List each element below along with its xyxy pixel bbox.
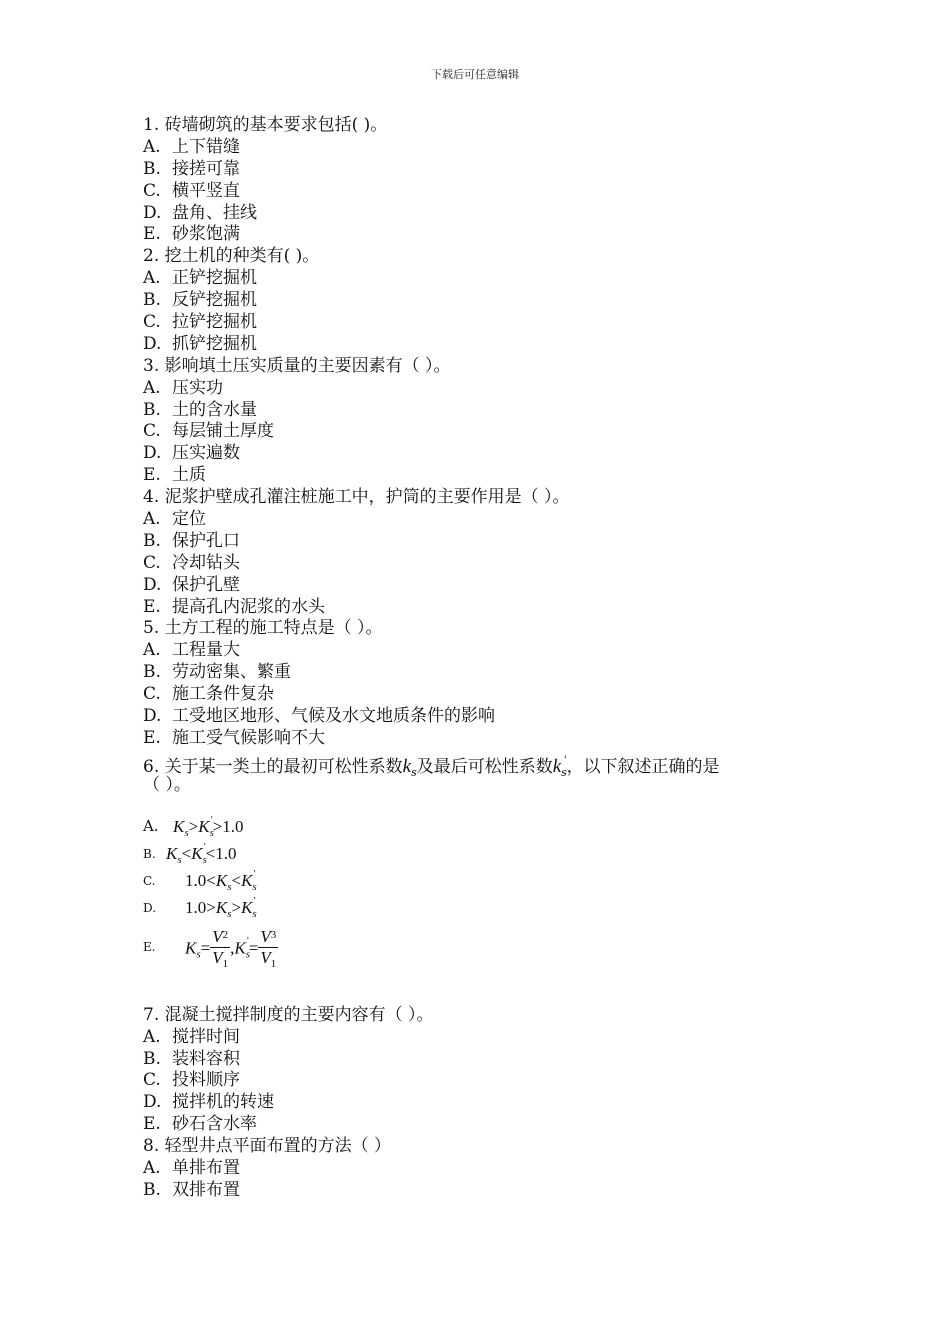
question-stem: 4. 泥浆护壁成孔灌注桩施工中，护筒的主要作用是（ ）。 — [143, 487, 570, 508]
question-stem-cont: （ ）。 — [143, 774, 191, 795]
option-a — [143, 378, 843, 400]
option-label: A. — [143, 816, 159, 835]
option-label: E. — [143, 1114, 161, 1135]
option-text: 砂浆饱满 — [172, 224, 240, 245]
q2-options — [143, 268, 843, 356]
option-label: B. — [143, 662, 161, 683]
option-c — [143, 421, 843, 443]
q6-option-b — [143, 842, 843, 869]
stem-part: 6. 关于某一类土的最初可松性系数 — [143, 756, 403, 777]
symbol-k: k — [552, 755, 562, 777]
option-c — [143, 181, 843, 203]
option-e — [143, 1114, 843, 1136]
option-expression: $K_s=$ $\frac{V^2}{V_1}$ $,K_s'=$ $\frac{V^3}{V_1}$ — [185, 926, 277, 970]
question-5 — [143, 618, 843, 749]
option-b — [143, 1049, 843, 1071]
option-label: A. — [143, 1026, 161, 1047]
option-expression: $K_s>K_s'>1.0$ — [173, 814, 244, 839]
option-text: 装料容积 — [172, 1048, 240, 1069]
option-a — [143, 509, 843, 531]
option-text: 砂石含水率 — [172, 1114, 257, 1135]
stem-part: ，以下叙述正确的是 — [566, 756, 720, 777]
option-a — [143, 137, 843, 159]
option-d — [143, 706, 843, 728]
question-stem: 7. 混凝土搅拌制度的主要内容有（ ）。 — [143, 1004, 434, 1025]
option-label: A. — [143, 640, 161, 661]
option-text: 正铲挖掘机 — [172, 268, 257, 289]
option-label: C. — [143, 684, 161, 705]
option-label: B. — [143, 158, 161, 179]
option-b — [143, 1180, 843, 1202]
question-stem: 1. 砖墙砌筑的基本要求包括( )。 — [143, 115, 388, 135]
option-text: 抓铲挖掘机 — [172, 333, 257, 354]
option-text: 施工受气候影响不大 — [172, 727, 325, 748]
question-8 — [143, 1136, 843, 1202]
option-a — [143, 1158, 843, 1180]
q6-option-a — [143, 815, 843, 842]
option-label: D. — [143, 333, 162, 354]
option-text: 土的含水量 — [172, 399, 257, 420]
option-label: E. — [143, 939, 156, 954]
option-label: E. — [143, 465, 161, 486]
option-b — [143, 531, 843, 553]
q4-options — [143, 509, 843, 618]
option-d — [143, 1092, 843, 1114]
option-text: 冷却钻头 — [172, 552, 240, 573]
q3-options — [143, 378, 843, 487]
prime-mark: ' — [563, 754, 567, 766]
option-label: B. — [143, 290, 161, 311]
option-text: 单排布置 — [172, 1157, 240, 1178]
option-label: B. — [143, 1179, 161, 1200]
option-c — [143, 684, 843, 706]
option-text: 接搓可靠 — [172, 158, 240, 179]
q7-options — [143, 1027, 843, 1136]
option-label: C. — [143, 552, 161, 573]
subscript-s: s — [411, 765, 417, 779]
option-text: 横平竖直 — [172, 180, 240, 201]
option-b — [143, 290, 843, 312]
question-stem: 3. 影响填土压实质量的主要因素有（ ）。 — [143, 355, 451, 376]
option-label: B. — [143, 846, 156, 861]
option-label: B. — [143, 530, 161, 551]
option-text: 压实遍数 — [172, 443, 240, 464]
option-label: C. — [143, 1070, 161, 1091]
option-d — [143, 575, 843, 597]
option-label: D. — [143, 443, 162, 464]
question-3 — [143, 356, 843, 487]
option-label: C. — [143, 873, 156, 888]
option-text: 保护孔口 — [172, 530, 240, 551]
question-7 — [143, 1005, 843, 1136]
option-text: 提高孔内泥浆的水头 — [172, 596, 325, 617]
question-stem: 8. 轻型井点平面布置的方法（ ） — [143, 1136, 392, 1157]
option-label: D. — [143, 706, 162, 727]
option-label: A. — [143, 509, 161, 530]
option-label: D. — [143, 574, 162, 595]
option-a — [143, 1027, 843, 1049]
q1-options — [143, 137, 843, 246]
option-label: A. — [143, 136, 161, 157]
option-text: 投料顺序 — [172, 1070, 240, 1091]
option-label: C. — [143, 312, 161, 333]
option-text: 劳动密集、繁重 — [172, 662, 291, 683]
q5-options — [143, 640, 843, 749]
option-c — [143, 1070, 843, 1092]
option-e — [143, 597, 843, 619]
option-label: D. — [143, 900, 157, 915]
question-1 — [143, 115, 843, 246]
option-c — [143, 312, 843, 334]
option-label: C. — [143, 180, 161, 201]
question-stem: 2. 挖土机的种类有( )。 — [143, 246, 320, 267]
option-e — [143, 465, 843, 487]
stem-part: 及最后可松性系数 — [416, 756, 553, 777]
symbol-k: k — [402, 755, 412, 777]
option-text: 搅拌时间 — [172, 1026, 240, 1047]
option-text: 工程量大 — [172, 640, 240, 661]
q8-options — [143, 1158, 843, 1202]
option-a — [143, 268, 843, 290]
option-d — [143, 443, 843, 465]
subscript-s: s — [561, 765, 567, 779]
option-text: 施工条件复杂 — [172, 684, 274, 705]
option-label: E. — [143, 224, 161, 245]
q6-option-e — [143, 923, 843, 973]
option-label: E. — [143, 596, 161, 617]
option-b — [143, 400, 843, 422]
option-text: 保护孔壁 — [172, 574, 240, 595]
q6-option-d — [143, 896, 843, 923]
option-text: 工受地区地形、气候及水文地质条件的影响 — [172, 706, 495, 727]
option-e — [143, 224, 843, 246]
option-b — [143, 662, 843, 684]
option-label: C. — [143, 421, 161, 442]
option-label: A. — [143, 268, 161, 289]
option-text: 土质 — [172, 465, 206, 486]
page-header: 下载后可任意编辑 — [431, 68, 519, 81]
option-b — [143, 159, 843, 181]
option-a — [143, 640, 843, 662]
option-e — [143, 728, 843, 750]
option-label: A. — [143, 377, 161, 398]
option-label: E. — [143, 727, 161, 748]
question-6 — [143, 750, 843, 1005]
option-d — [143, 203, 843, 225]
option-text: 搅拌机的转速 — [172, 1092, 274, 1113]
option-expression: $K_s<K_s'<1.0$ — [166, 841, 237, 866]
option-text: 定位 — [172, 509, 206, 530]
question-2 — [143, 246, 843, 355]
option-c — [143, 553, 843, 575]
question-stem: 5. 土方工程的施工特点是（ ）。 — [143, 618, 383, 639]
option-expression: $1.0>K_s>K_s'$ — [185, 895, 257, 920]
option-text: 双排布置 — [172, 1179, 240, 1200]
question-4 — [143, 487, 843, 618]
option-text: 压实功 — [172, 377, 223, 398]
question-stem — [143, 750, 843, 779]
option-label: D. — [143, 202, 162, 223]
question-list — [143, 115, 843, 1202]
option-label: A. — [143, 1157, 161, 1178]
option-text: 盘角、挂线 — [172, 202, 257, 223]
option-label: B. — [143, 399, 161, 420]
option-label: B. — [143, 1048, 161, 1069]
option-text: 每层铺土厚度 — [172, 421, 274, 442]
option-label: D. — [143, 1092, 162, 1113]
option-text: 反铲挖掘机 — [172, 290, 257, 311]
option-text: 拉铲挖掘机 — [172, 312, 257, 333]
option-d — [143, 334, 843, 356]
option-text: 上下错缝 — [172, 136, 240, 157]
q6-option-c — [143, 869, 843, 896]
option-expression: $1.0<K_s<K_s'$ — [185, 868, 257, 893]
